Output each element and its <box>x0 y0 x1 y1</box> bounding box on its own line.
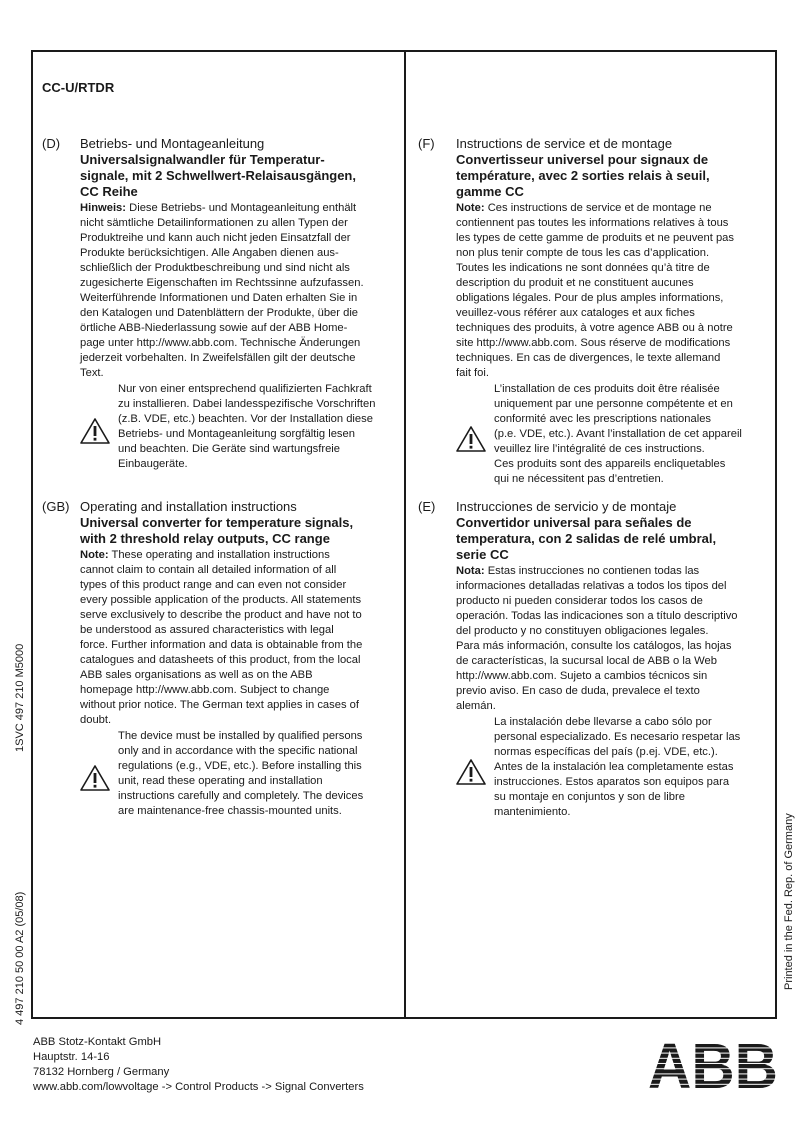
note-line: obligations légales. Pour de plus amples informations, <box>456 292 724 304</box>
safety-line: only and in accordance with the specific national <box>118 745 358 757</box>
subheading-line: gamme CC <box>456 184 524 199</box>
safety-line: unit, read these operating and installation <box>118 775 323 787</box>
note-line: site http://www.abb.com. Sous réserve de modifications <box>456 337 731 349</box>
note-text: Ces instructions de service et de montage ne <box>484 202 712 214</box>
note-line: without prior notice. The German text applies in cases of <box>80 699 359 711</box>
note-line: contiennent pas toutes les informations relatives à tous <box>456 217 729 229</box>
safety-line: su montaje en conjuntos y son de libre <box>494 791 685 803</box>
note-line: techniques. En cas de divergences, le texte allemand <box>456 352 721 364</box>
note-line: page unter http://www.abb.com. Technische Änderungen <box>80 337 361 349</box>
note-line: every possible application of the products. All statements <box>80 594 362 606</box>
note-label: Nota: <box>456 565 485 577</box>
note-line: del producto y no constituyen obligaciones legales. <box>456 625 709 637</box>
section-subheading <box>456 515 740 563</box>
note-line: previo aviso. En caso de duda, prevalece el texto <box>456 685 700 697</box>
safety-text <box>80 382 375 472</box>
product-code: CC-U/RTDR <box>42 80 115 95</box>
note-line <box>456 201 742 216</box>
section-note <box>456 201 742 381</box>
note-line: fait foi. <box>456 367 489 379</box>
note-label: Note: <box>456 202 485 214</box>
note-line: örtliche ABB-Niederlassung sowie auf der ABB Home- <box>80 322 348 334</box>
warning-triangle-icon <box>79 417 111 445</box>
safety-line: Nur von einer entsprechend qualifizierten Fachkraft <box>118 383 372 395</box>
note-line: Produktreihe und kann auch nicht jeden Einsatzfall der <box>80 232 351 244</box>
safety-line: L’installation de ces produits doit être réalisée <box>494 383 720 395</box>
note-line: jederzeit vorbehalten. In Zweifelsfällen gilt der deutsche <box>80 352 356 364</box>
section-heading: Instructions de service et de montage <box>456 136 673 151</box>
note-line: be understood as assured characteristics with legal <box>80 624 334 636</box>
subheading-line: Convertidor universal para señales de <box>456 515 692 530</box>
section-body <box>456 136 742 487</box>
subheading-line: CC Reihe <box>80 184 138 199</box>
note-text: These operating and installation instructions <box>108 549 330 561</box>
safety-line: Einbaugeräte. <box>118 458 188 470</box>
note-line: Produkte berücksichtigen. Alle Angaben dienen aus- <box>80 247 339 259</box>
safety-line: Betriebs- und Montageanleitung sorgfältig lesen <box>118 428 355 440</box>
note-label: Note: <box>80 549 109 561</box>
section-subheading <box>456 152 742 200</box>
note-line <box>80 548 363 563</box>
note-line: cannot claim to contain all detailed information of all <box>80 564 337 576</box>
doc-code-vertical: 4 497 210 50 00 A2 (05/08) <box>14 891 26 1025</box>
section-note <box>456 564 740 714</box>
safety-line: veuillez lire l’intégralité de ces instructions. <box>494 443 705 455</box>
language-code: (E) <box>418 499 436 514</box>
footer-company: ABB Stotz-Kontakt GmbH <box>33 1036 162 1048</box>
safety-text <box>456 382 742 487</box>
safety-line: normas específicas del país (p.ej. VDE, etc.). <box>494 746 718 758</box>
note-line: Para más información, consulte los catálogos, las hojas <box>456 640 732 652</box>
warning-triangle-icon <box>455 758 487 786</box>
section-body <box>456 499 740 820</box>
language-code: (F) <box>418 136 435 151</box>
note-line: zugesicherte Eigenschaften im Rechtssinne aufzufassen. <box>80 277 364 289</box>
safety-line: (z.B. VDE, etc.) beachten. Vor der Installation diese <box>118 413 373 425</box>
note-line: de características, la sucursal local de ABB o la Web <box>456 655 717 667</box>
note-line: doubt. <box>80 714 112 726</box>
note-line: ABB sales organisations as well as on the ABB <box>80 669 313 681</box>
note-line: serve exclusively to describe the product and have not to <box>80 609 362 621</box>
safety-line: und beachten. Die Geräte sind wartungsfreie <box>118 443 341 455</box>
note-text: Estas instrucciones no contienen todas las <box>484 565 700 577</box>
safety-line: conformité avec les prescriptions nationales <box>494 413 712 425</box>
warning-triangle-icon <box>455 425 487 453</box>
subheading-line: température, avec 2 sorties relais à seuil, <box>456 168 710 183</box>
note-line: schließlich der Produktbeschreibung und sind nicht als <box>80 262 350 274</box>
note-line <box>80 201 375 216</box>
safety-line: personal especializado. Es necesario respetar las <box>494 731 741 743</box>
safety-text <box>80 729 363 819</box>
safety-line: zu installieren. Dabei landesspezifische Vorschriften <box>118 398 376 410</box>
safety-line: Ces produits sont des appareils encliquetables <box>494 458 726 470</box>
subheading-line: serie CC <box>456 547 509 562</box>
safety-line: instructions carefully and completely. The devices <box>118 790 364 802</box>
note-line: homepage http://www.abb.com. Subject to change <box>80 684 330 696</box>
note-line: operación. Todas las indicaciones son a título descriptivo <box>456 610 738 622</box>
safety-line: Antes de la instalación lea completamente estas <box>494 761 734 773</box>
section-note <box>80 548 363 728</box>
subheading-line: Convertisseur universel pour signaux de <box>456 152 709 167</box>
note-label: Hinweis: <box>80 202 127 214</box>
subheading-line: with 2 threshold relay outputs, CC range <box>80 531 330 546</box>
safety-notice <box>80 382 375 472</box>
safety-line: uniquement par une personne compétente et en <box>494 398 733 410</box>
footer-city: 78132 Hornberg / Germany <box>33 1066 170 1078</box>
safety-line: (p.e. VDE, etc.). Avant l’installation de cet appareil <box>494 428 742 440</box>
footer-address <box>33 1035 364 1095</box>
note-line: techniques des produits, à votre agence ABB ou à notre <box>456 322 733 334</box>
note-text: Diese Betriebs- und Montageanleitung enthält <box>126 202 357 214</box>
section-body <box>80 136 375 472</box>
safety-line: The device must be installed by qualified persons <box>118 730 363 742</box>
note-line: force. Further information and data is obtainable from the <box>80 639 363 651</box>
safety-notice <box>80 729 363 819</box>
safety-line: are maintenance-free chassis-mounted units. <box>118 805 342 817</box>
note-line: Toutes les indications ne sont données qu’à titre de <box>456 262 710 274</box>
note-line: veuillez-vous référer aux cataloges et aux fiches <box>456 307 695 319</box>
language-code: (D) <box>42 136 61 151</box>
note-line <box>456 564 740 579</box>
section-body <box>80 499 363 819</box>
note-line: alemán. <box>456 700 496 712</box>
section-heading: Betriebs- und Montageanleitung <box>80 136 265 151</box>
section-note <box>80 201 375 381</box>
abb-logo <box>647 1038 779 1090</box>
column-divider <box>404 50 406 1019</box>
safety-text <box>456 715 740 820</box>
note-line: Weiterführende Informationen und Daten erhalten Sie in <box>80 292 358 304</box>
subheading-line: temperatura, con 2 salidas de relé umbral, <box>456 531 717 546</box>
safety-notice <box>456 715 740 820</box>
section-heading: Instrucciones de servicio y de montaje <box>456 499 677 514</box>
note-line: producto ni pueden considerar todos los casos de <box>456 595 703 607</box>
safety-line: qui ne nécessitent pas d’entretien. <box>494 473 664 485</box>
footer-street: Hauptstr. 14-16 <box>33 1051 110 1063</box>
printed-in-vertical: Printed in the Fed. Rep. of Germany <box>783 813 795 990</box>
safety-line: La instalación debe llevarse a cabo sólo por <box>494 716 712 728</box>
section-subheading <box>80 152 375 200</box>
note-line: den Katalogen und Datenblättern der Produkte, über die <box>80 307 359 319</box>
subheading-line: Universal converter for temperature signals, <box>80 515 354 530</box>
section-subheading <box>80 515 363 547</box>
note-line: nicht sämtliche Detailinformationen zu allen Typen der <box>80 217 348 229</box>
subheading-line: Universalsignalwandler für Temperatur- <box>80 152 325 167</box>
safety-line: mantenimiento. <box>494 806 571 818</box>
note-line: types of this product range and can even not consider <box>80 579 347 591</box>
note-line: non plus tenir compte de tous les cas d’application. <box>456 247 710 259</box>
manual-code-vertical: 1SVC 497 210 M5000 <box>14 643 26 752</box>
note-line: Text. <box>80 367 104 379</box>
language-code: (GB) <box>42 499 70 514</box>
footer-web: www.abb.com/lowvoltage -> Control Products -> Signal Converters <box>33 1081 364 1093</box>
section-heading: Operating and installation instructions <box>80 499 297 514</box>
safety-line: regulations (e.g., VDE, etc.). Before installing this <box>118 760 362 772</box>
note-line: catalogues and datasheets of this product, from the local <box>80 654 361 666</box>
abb-logo-text: ABB <box>648 1038 778 1090</box>
subheading-line: signale, mit 2 Schwellwert-Relaisausgängen, <box>80 168 356 183</box>
note-line: description du produit et ne constituent aucunes <box>456 277 694 289</box>
warning-triangle-icon <box>79 764 111 792</box>
note-line: http://www.abb.com. Sujeto a cambios técnicos sin <box>456 670 708 682</box>
note-line: informaciones detalladas relativas a todos los tipos del <box>456 580 727 592</box>
note-line: les types de cette gamme de produits et ne peuvent pas <box>456 232 734 244</box>
safety-line: instrucciones. Estos aparatos son equipos para <box>494 776 730 788</box>
safety-notice <box>456 382 742 487</box>
